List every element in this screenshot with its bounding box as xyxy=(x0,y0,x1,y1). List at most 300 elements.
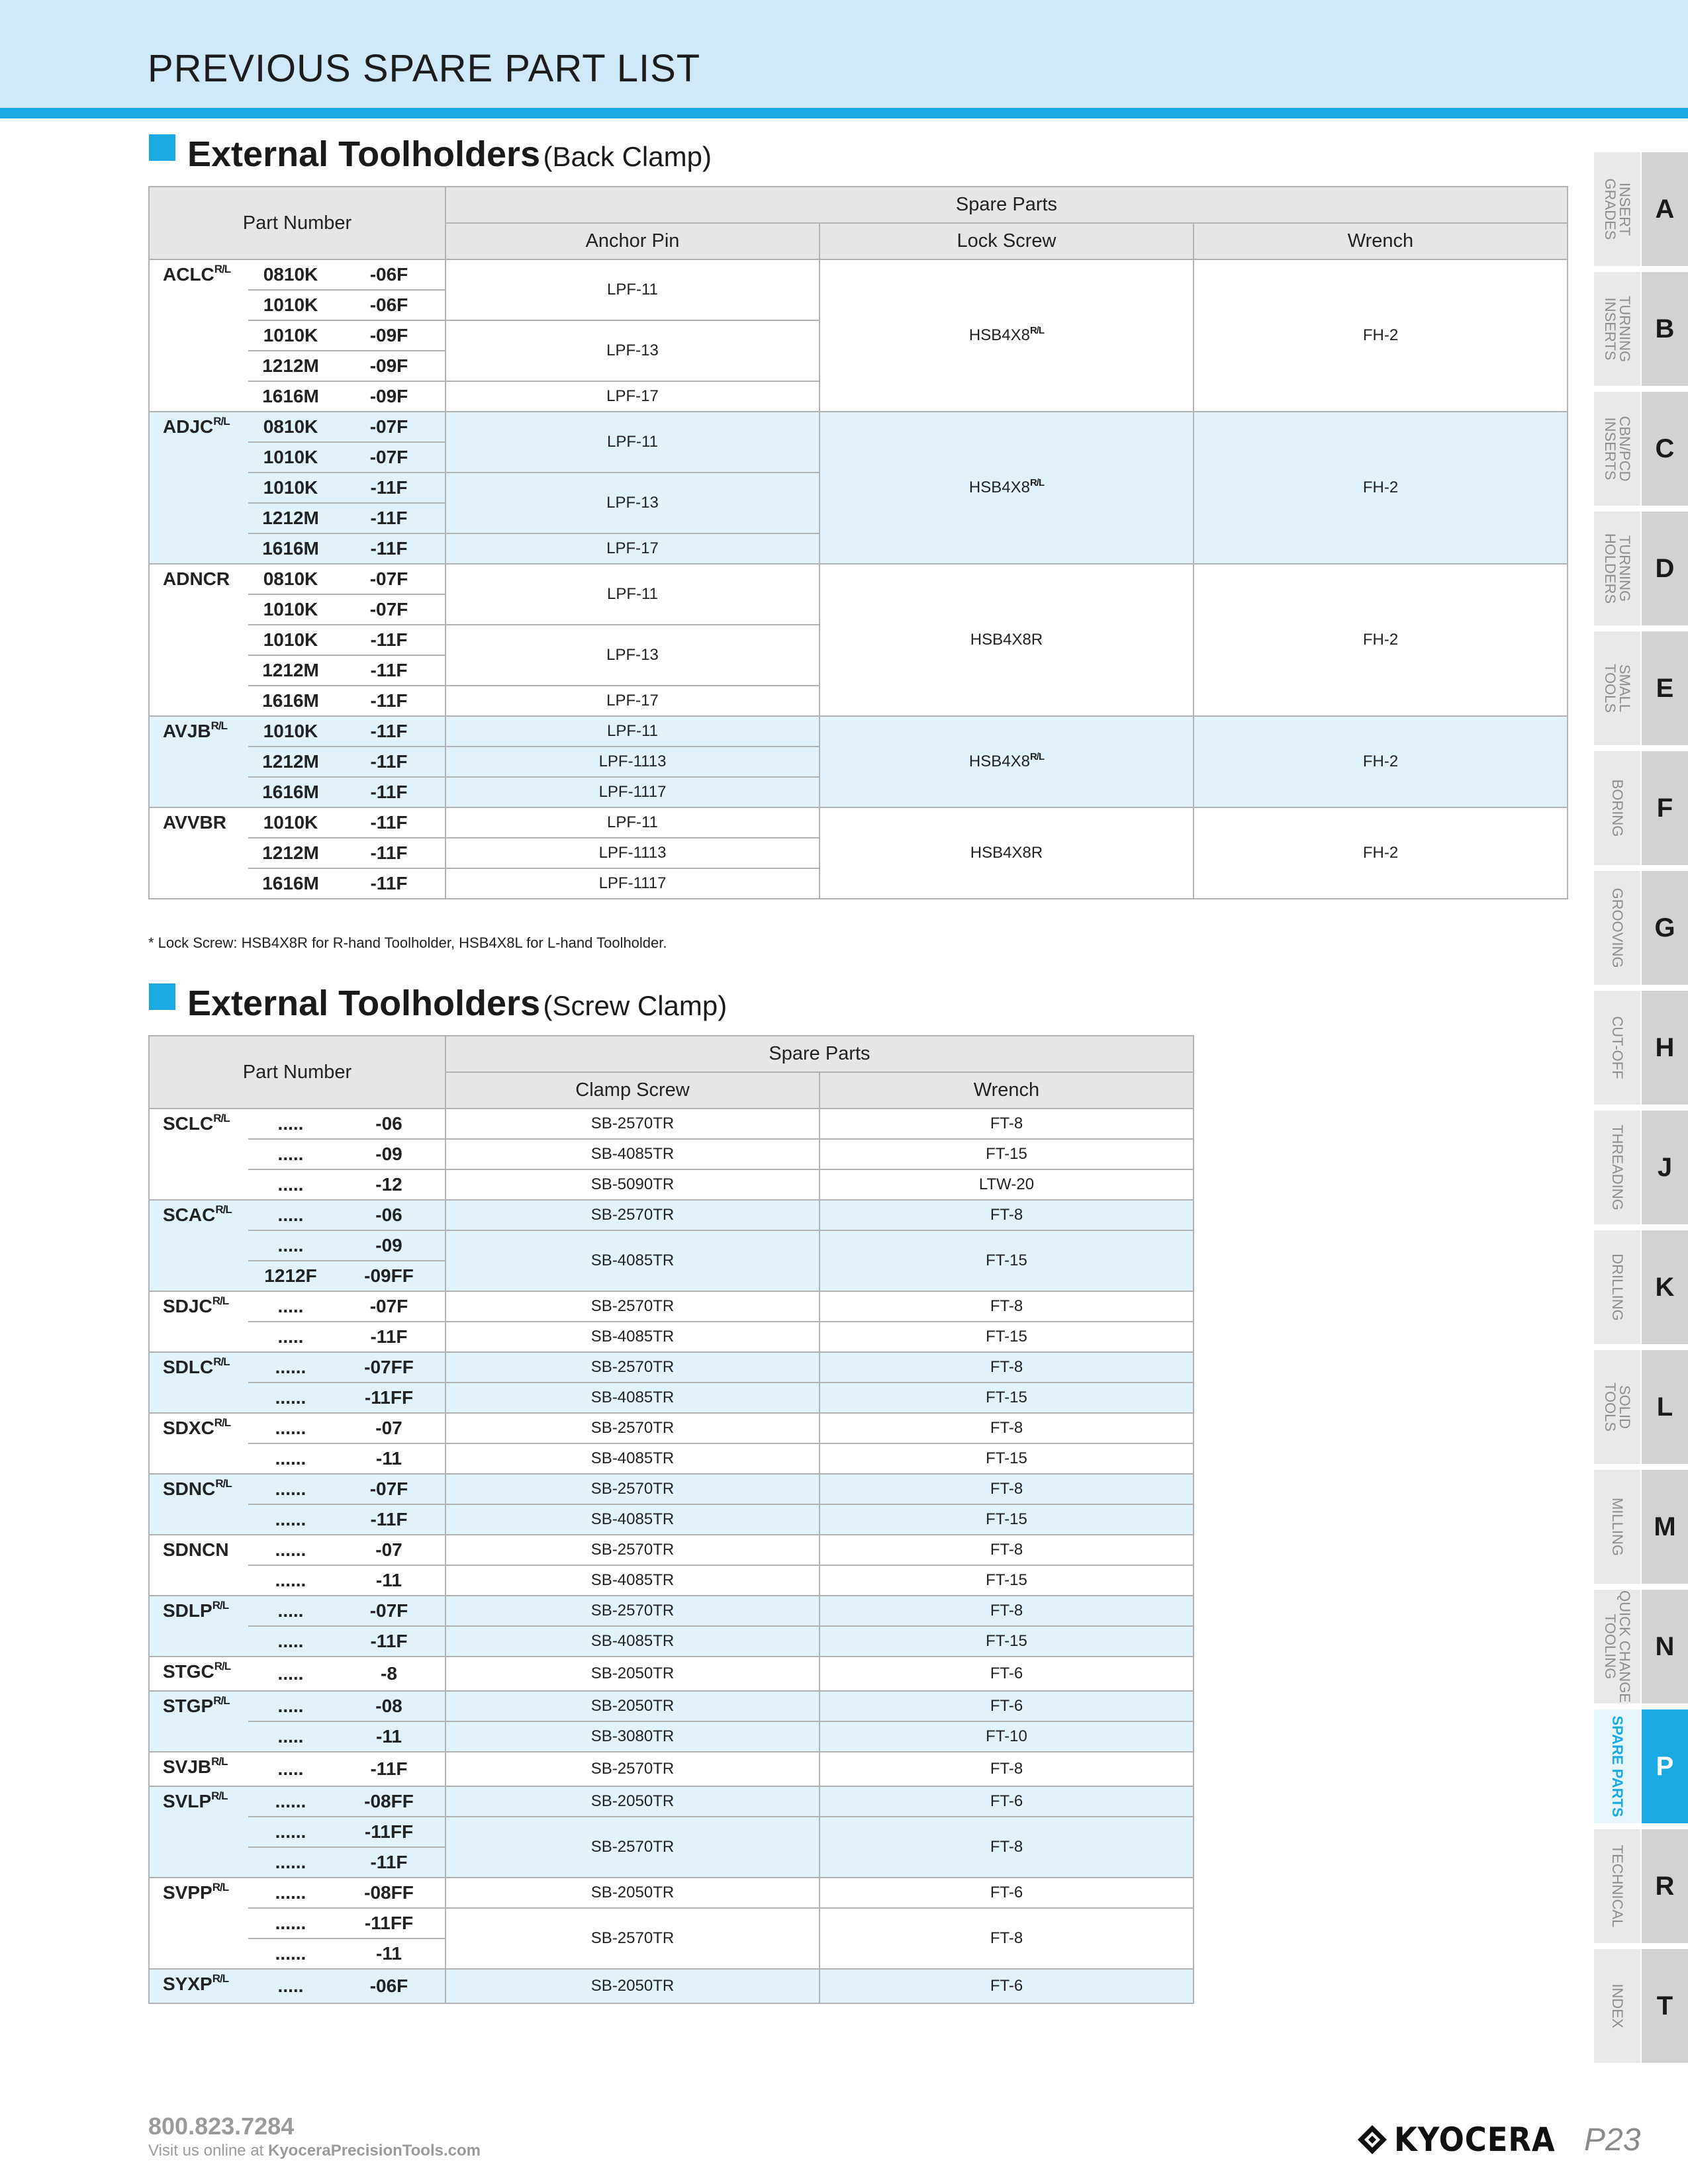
tab-letter: T xyxy=(1642,1949,1688,2063)
size-code-cell: 1010K xyxy=(248,594,333,625)
tab-label: TECHNICAL xyxy=(1609,1844,1626,1928)
hand-marker: R/L xyxy=(212,1295,229,1307)
tab-label-area xyxy=(1594,1470,1640,1584)
section-title-main: External Toolholders xyxy=(187,134,541,174)
wrench-cell: FH-2 xyxy=(1194,716,1568,807)
tab-quick-change-tooling[interactable] xyxy=(1594,1590,1688,1704)
hand-marker: R/L xyxy=(213,415,230,428)
size-code-cell: 0810K xyxy=(248,564,333,594)
suffix-code-cell: -06 xyxy=(333,1200,445,1230)
table-row xyxy=(149,1721,1194,1752)
table-row xyxy=(149,1322,1194,1352)
hand-marker: R/L xyxy=(212,1881,229,1893)
part-series-name: SVPP xyxy=(163,1882,212,1903)
anchor-pin-cell: LPF-11 xyxy=(445,564,820,625)
screw-clamp-table xyxy=(148,1035,1194,2004)
tab-label-area xyxy=(1594,871,1640,985)
tab-label: CUT-OFF xyxy=(1609,1016,1626,1079)
hand-marker: R/L xyxy=(214,1660,231,1672)
spare-parts-header: Spare Parts xyxy=(445,187,1568,223)
size-code-cell: ..... xyxy=(248,1596,333,1626)
size-code-cell: ..... xyxy=(248,1200,333,1230)
table-row xyxy=(149,1691,1194,1721)
section-title-main: External Toolholders xyxy=(187,983,541,1023)
wrench-header: Wrench xyxy=(1194,223,1568,259)
clamp-screw-cell: SB-2570TR xyxy=(445,1908,820,1969)
part-number-cell xyxy=(149,259,248,412)
tab-letter: M xyxy=(1642,1470,1688,1584)
size-code-cell: ..... xyxy=(248,1691,333,1721)
tab-cut-off[interactable] xyxy=(1594,991,1688,1105)
lock-screw-cell xyxy=(820,259,1194,412)
back-clamp-table xyxy=(148,186,1568,899)
tab-spare-parts[interactable] xyxy=(1594,1709,1688,1823)
size-code-cell: 1616M xyxy=(248,868,333,899)
tab-letter: H xyxy=(1642,991,1688,1105)
wrench-cell: FT-6 xyxy=(820,1657,1194,1691)
size-code-cell: ...... xyxy=(248,1504,333,1535)
wrench-cell: FT-15 xyxy=(820,1626,1194,1657)
size-code-cell: 1010K xyxy=(248,473,333,503)
section-title-back-clamp xyxy=(149,134,712,175)
tab-small-tools[interactable] xyxy=(1594,631,1688,745)
anchor-pin-cell: LPF-11 xyxy=(445,412,820,473)
hand-marker: R/L xyxy=(1029,751,1045,762)
clamp-screw-cell: SB-2050TR xyxy=(445,1786,820,1817)
wrench-cell: FT-15 xyxy=(820,1504,1194,1535)
suffix-code-cell: -11F xyxy=(333,655,445,686)
wrench-cell: FT-6 xyxy=(820,1878,1194,1908)
wrench-cell: FH-2 xyxy=(1194,412,1568,564)
size-code-cell: ..... xyxy=(248,1752,333,1786)
tab-boring[interactable] xyxy=(1594,751,1688,865)
size-code-cell: ..... xyxy=(248,1291,333,1322)
spare-parts-header: Spare Parts xyxy=(445,1036,1194,1072)
suffix-code-cell: -07F xyxy=(333,564,445,594)
clamp-screw-header: Clamp Screw xyxy=(445,1072,820,1109)
size-code-cell: 1010K xyxy=(248,716,333,747)
suffix-code-cell: -8 xyxy=(333,1657,445,1691)
table-row xyxy=(149,1413,1194,1443)
part-number-cell xyxy=(149,807,248,899)
tab-label-area xyxy=(1594,272,1640,386)
part-number-cell xyxy=(149,1657,248,1691)
size-code-cell: ..... xyxy=(248,1626,333,1657)
part-series-name: ADNCR xyxy=(163,569,230,589)
section-square-icon xyxy=(149,983,175,1010)
page-number: P23 xyxy=(1584,2122,1641,2158)
suffix-code-cell: -11F xyxy=(333,1504,445,1535)
size-code-cell: ..... xyxy=(248,1969,333,2003)
tab-letter: N xyxy=(1642,1590,1688,1704)
page-title: PREVIOUS SPARE PART LIST xyxy=(148,47,701,90)
suffix-code-cell: -11FF xyxy=(333,1908,445,1938)
table-row xyxy=(149,1474,1194,1504)
size-code-cell: ..... xyxy=(248,1230,333,1261)
part-series-name: AVVBR xyxy=(163,812,226,833)
suffix-code-cell: -09FF xyxy=(333,1261,445,1291)
table-row xyxy=(149,1291,1194,1322)
tab-letter: J xyxy=(1642,1111,1688,1224)
part-number-cell xyxy=(149,412,248,564)
table-row xyxy=(149,1626,1194,1657)
clamp-screw-cell: SB-2570TR xyxy=(445,1291,820,1322)
footer-website xyxy=(148,2142,481,2160)
suffix-code-cell: -06F xyxy=(333,259,445,290)
suffix-code-cell: -11F xyxy=(333,625,445,655)
suffix-code-cell: -06 xyxy=(333,1109,445,1139)
part-series-name: STGC xyxy=(163,1661,214,1682)
table-row xyxy=(149,1657,1194,1691)
tab-label-area xyxy=(1594,1949,1640,2063)
wrench-cell: FT-8 xyxy=(820,1908,1194,1969)
tab-letter: L xyxy=(1642,1350,1688,1464)
table-row xyxy=(149,564,1568,594)
hand-marker: R/L xyxy=(213,1112,230,1124)
tab-insert-grades[interactable] xyxy=(1594,152,1688,266)
hand-marker: R/L xyxy=(212,1972,229,1985)
clamp-screw-cell: SB-2570TR xyxy=(445,1817,820,1878)
anchor-pin-cell: LPF-1117 xyxy=(445,777,820,807)
size-code-cell: ...... xyxy=(248,1786,333,1817)
suffix-code-cell: -11F xyxy=(333,716,445,747)
kyocera-logo xyxy=(1357,2120,1573,2159)
suffix-code-cell: -09F xyxy=(333,351,445,381)
clamp-screw-cell: SB-2570TR xyxy=(445,1535,820,1565)
size-code-cell: ..... xyxy=(248,1169,333,1200)
part-series-name: SDNC xyxy=(163,1479,216,1499)
part-series-name: SDLC xyxy=(163,1357,214,1377)
wrench-cell: FT-10 xyxy=(820,1721,1194,1752)
lock-screw-header: Lock Screw xyxy=(820,223,1194,259)
size-code-cell: ...... xyxy=(248,1474,333,1504)
suffix-code-cell: -11F xyxy=(333,777,445,807)
tab-letter: F xyxy=(1642,751,1688,865)
table-row xyxy=(149,1504,1194,1535)
part-number-cell xyxy=(149,1109,248,1200)
suffix-code-cell: -12 xyxy=(333,1169,445,1200)
table-row xyxy=(149,1817,1194,1847)
part-number-cell xyxy=(149,1691,248,1752)
clamp-screw-cell: SB-2050TR xyxy=(445,1691,820,1721)
wrench-cell: FT-6 xyxy=(820,1691,1194,1721)
kyocera-logo-icon xyxy=(1357,2124,1387,2155)
tab-label: TURNING INSERTS xyxy=(1602,295,1633,363)
wrench-cell: FT-8 xyxy=(820,1200,1194,1230)
table-row xyxy=(149,1878,1194,1908)
lock-screw-value: HSB4X8 xyxy=(968,752,1030,770)
suffix-code-cell: -07 xyxy=(333,1535,445,1565)
size-code-cell: ...... xyxy=(248,1352,333,1383)
tab-label-area xyxy=(1594,1829,1640,1943)
table-row xyxy=(149,412,1568,442)
hand-marker: R/L xyxy=(215,1477,232,1490)
suffix-code-cell: -09 xyxy=(333,1230,445,1261)
size-code-cell: 1212M xyxy=(248,351,333,381)
table-row xyxy=(149,1565,1194,1596)
size-code-cell: 1212M xyxy=(248,838,333,868)
clamp-screw-cell: SB-2570TR xyxy=(445,1200,820,1230)
hand-marker: R/L xyxy=(215,1203,232,1216)
wrench-cell: FT-8 xyxy=(820,1291,1194,1322)
footer-website-link[interactable]: KyoceraPrecisionTools.com xyxy=(268,2142,481,2160)
tab-label: SOLID TOOLS xyxy=(1602,1382,1633,1432)
tab-label-area xyxy=(1594,1350,1640,1464)
clamp-screw-cell: SB-4085TR xyxy=(445,1139,820,1169)
suffix-code-cell: -08FF xyxy=(333,1786,445,1817)
wrench-header: Wrench xyxy=(820,1072,1194,1109)
suffix-code-cell: -11FF xyxy=(333,1817,445,1847)
clamp-screw-cell: SB-4085TR xyxy=(445,1230,820,1291)
part-series-name: SVJB xyxy=(163,1756,212,1777)
wrench-cell: FT-15 xyxy=(820,1230,1194,1291)
size-code-cell: 1010K xyxy=(248,442,333,473)
clamp-screw-cell: SB-4085TR xyxy=(445,1504,820,1535)
part-series-name: ACLC xyxy=(163,264,214,285)
wrench-cell: LTW-20 xyxy=(820,1169,1194,1200)
size-code-cell: ...... xyxy=(248,1565,333,1596)
anchor-pin-cell: LPF-17 xyxy=(445,533,820,564)
table-row xyxy=(149,1200,1194,1230)
part-number-cell xyxy=(149,564,248,716)
suffix-code-cell: -11F xyxy=(333,747,445,777)
size-code-cell: 1616M xyxy=(248,533,333,564)
wrench-cell: FT-8 xyxy=(820,1535,1194,1565)
suffix-code-cell: -07FF xyxy=(333,1352,445,1383)
wrench-cell: FT-15 xyxy=(820,1383,1194,1413)
tab-label: DRILLING xyxy=(1609,1253,1626,1321)
tab-milling[interactable] xyxy=(1594,1470,1688,1584)
table-row xyxy=(149,716,1568,747)
size-code-cell: 1616M xyxy=(248,777,333,807)
anchor-pin-cell: LPF-13 xyxy=(445,473,820,533)
size-code-cell: 1616M xyxy=(248,381,333,412)
part-series-name: SCAC xyxy=(163,1205,216,1225)
size-code-cell: ..... xyxy=(248,1109,333,1139)
lock-screw-cell xyxy=(820,412,1194,564)
suffix-code-cell: -09 xyxy=(333,1139,445,1169)
suffix-code-cell: -11F xyxy=(333,1847,445,1878)
tab-threading[interactable] xyxy=(1594,1111,1688,1224)
suffix-code-cell: -11F xyxy=(333,1752,445,1786)
lock-screw-cell xyxy=(820,807,1194,899)
wrench-cell: FT-8 xyxy=(820,1109,1194,1139)
clamp-screw-cell: SB-4085TR xyxy=(445,1626,820,1657)
tab-letter: R xyxy=(1642,1829,1688,1943)
tab-turning-holders[interactable] xyxy=(1594,512,1688,625)
clamp-screw-cell: SB-2570TR xyxy=(445,1413,820,1443)
wrench-cell: FT-8 xyxy=(820,1413,1194,1443)
tab-label: INSERT GRADES xyxy=(1602,178,1633,240)
footer-phone: 800.823.7284 xyxy=(148,2113,295,2140)
section-title-sub: (Screw Clamp) xyxy=(543,990,727,1021)
wrench-cell: FT-15 xyxy=(820,1443,1194,1474)
clamp-screw-cell: SB-4085TR xyxy=(445,1383,820,1413)
suffix-code-cell: -07 xyxy=(333,1413,445,1443)
wrench-cell: FT-6 xyxy=(820,1969,1194,2003)
clamp-screw-cell: SB-4085TR xyxy=(445,1443,820,1474)
table-row xyxy=(149,807,1568,838)
hand-marker: R/L xyxy=(213,1355,230,1368)
clamp-screw-cell: SB-4085TR xyxy=(445,1565,820,1596)
size-code-cell: ...... xyxy=(248,1938,333,1969)
table-row xyxy=(149,1752,1194,1786)
tab-label: BORING xyxy=(1609,779,1626,837)
size-code-cell: ..... xyxy=(248,1657,333,1691)
clamp-screw-cell: SB-3080TR xyxy=(445,1721,820,1752)
tab-letter: D xyxy=(1642,512,1688,625)
part-number-cell xyxy=(149,1786,248,1878)
table-row xyxy=(149,1786,1194,1817)
part-number-cell xyxy=(149,1596,248,1657)
tab-cbn-pcd-inserts[interactable] xyxy=(1594,392,1688,506)
size-code-cell: 1616M xyxy=(248,686,333,716)
section-title-screw-clamp xyxy=(149,983,727,1024)
tab-turning-inserts[interactable] xyxy=(1594,272,1688,386)
clamp-screw-cell: SB-2570TR xyxy=(445,1474,820,1504)
table-row xyxy=(149,1443,1194,1474)
part-series-name: AVJB xyxy=(163,721,211,741)
size-code-cell: 1010K xyxy=(248,807,333,838)
tab-technical[interactable] xyxy=(1594,1829,1688,1943)
suffix-code-cell: -09F xyxy=(333,320,445,351)
part-number-header: Part Number xyxy=(149,1036,445,1109)
hand-marker: R/L xyxy=(211,1755,228,1768)
tab-letter: E xyxy=(1642,631,1688,745)
part-series-name: SDLP xyxy=(163,1600,212,1621)
tab-label-area xyxy=(1594,1590,1640,1704)
tab-letter: K xyxy=(1642,1230,1688,1344)
suffix-code-cell: -09F xyxy=(333,381,445,412)
tab-label-area xyxy=(1594,152,1640,266)
wrench-cell: FH-2 xyxy=(1194,807,1568,899)
suffix-code-cell: -11F xyxy=(333,868,445,899)
table-row xyxy=(149,1352,1194,1383)
tab-label: SMALL TOOLS xyxy=(1602,663,1633,713)
suffix-code-cell: -11FF xyxy=(333,1383,445,1413)
tab-label-area xyxy=(1594,1709,1640,1823)
wrench-cell: FT-15 xyxy=(820,1565,1194,1596)
lock-screw-value: HSB4X8R xyxy=(970,844,1043,862)
tab-grooving[interactable] xyxy=(1594,871,1688,985)
hand-marker: R/L xyxy=(213,1694,230,1707)
kyocera-logo-text: KYOCERA xyxy=(1394,2120,1556,2159)
tab-label-area xyxy=(1594,392,1640,506)
header-accent-line xyxy=(0,108,1688,118)
size-code-cell: 1212F xyxy=(248,1261,333,1291)
tab-label-area xyxy=(1594,512,1640,625)
anchor-pin-cell: LPF-11 xyxy=(445,807,820,838)
tab-label-area xyxy=(1594,631,1640,745)
size-code-cell: 1010K xyxy=(248,320,333,351)
suffix-code-cell: -07F xyxy=(333,1596,445,1626)
clamp-screw-cell: SB-2570TR xyxy=(445,1352,820,1383)
tab-index[interactable] xyxy=(1594,1949,1688,2063)
tab-letter: B xyxy=(1642,272,1688,386)
size-code-cell: 1010K xyxy=(248,625,333,655)
anchor-pin-header: Anchor Pin xyxy=(445,223,820,259)
part-number-cell xyxy=(149,1752,248,1786)
tab-label-area xyxy=(1594,991,1640,1105)
suffix-code-cell: -07F xyxy=(333,594,445,625)
suffix-code-cell: -08 xyxy=(333,1691,445,1721)
size-code-cell: 0810K xyxy=(248,412,333,442)
part-number-cell xyxy=(149,1200,248,1291)
wrench-cell: FT-8 xyxy=(820,1596,1194,1626)
section-title-sub: (Back Clamp) xyxy=(543,141,712,172)
tab-drilling[interactable] xyxy=(1594,1230,1688,1344)
table-row xyxy=(149,1109,1194,1139)
size-code-cell: 1212M xyxy=(248,655,333,686)
suffix-code-cell: -11F xyxy=(333,503,445,533)
table-row xyxy=(149,259,1568,290)
clamp-screw-cell: SB-2570TR xyxy=(445,1596,820,1626)
tab-label: THREADING xyxy=(1609,1124,1626,1210)
hand-marker: R/L xyxy=(1029,477,1045,488)
suffix-code-cell: -08FF xyxy=(333,1878,445,1908)
clamp-screw-cell: SB-4085TR xyxy=(445,1322,820,1352)
part-series-name: SDXC xyxy=(163,1418,214,1438)
size-code-cell: ...... xyxy=(248,1383,333,1413)
size-code-cell: ...... xyxy=(248,1413,333,1443)
clamp-screw-cell: SB-5090TR xyxy=(445,1169,820,1200)
size-code-cell: 1010K xyxy=(248,290,333,320)
tab-letter: P xyxy=(1642,1709,1688,1823)
tab-label-area xyxy=(1594,1230,1640,1344)
suffix-code-cell: -11 xyxy=(333,1721,445,1752)
size-code-cell: 0810K xyxy=(248,259,333,290)
anchor-pin-cell: LPF-17 xyxy=(445,686,820,716)
size-code-cell: 1212M xyxy=(248,747,333,777)
wrench-cell: FH-2 xyxy=(1194,259,1568,412)
tab-label: INDEX xyxy=(1609,1983,1626,2028)
wrench-cell: FH-2 xyxy=(1194,564,1568,716)
clamp-screw-cell: SB-2570TR xyxy=(445,1752,820,1786)
suffix-code-cell: -07F xyxy=(333,1474,445,1504)
suffix-code-cell: -11F xyxy=(333,807,445,838)
suffix-code-cell: -11F xyxy=(333,1626,445,1657)
tab-letter: A xyxy=(1642,152,1688,266)
tab-label: GROOVING xyxy=(1609,887,1626,968)
suffix-code-cell: -11F xyxy=(333,838,445,868)
clamp-screw-cell: SB-2570TR xyxy=(445,1109,820,1139)
size-code-cell: ..... xyxy=(248,1721,333,1752)
tab-solid-tools[interactable] xyxy=(1594,1350,1688,1464)
suffix-code-cell: -07F xyxy=(333,1291,445,1322)
anchor-pin-cell: LPF-17 xyxy=(445,381,820,412)
part-number-cell xyxy=(149,1535,248,1596)
tab-label-area xyxy=(1594,751,1640,865)
wrench-cell: FT-8 xyxy=(820,1474,1194,1504)
lock-screw-value: HSB4X8R xyxy=(970,631,1043,649)
part-series-name: SVLP xyxy=(163,1791,212,1811)
anchor-pin-cell: LPF-1113 xyxy=(445,747,820,777)
part-series-name: SDNCN xyxy=(163,1539,229,1560)
suffix-code-cell: -06F xyxy=(333,290,445,320)
size-code-cell: ...... xyxy=(248,1443,333,1474)
part-number-cell xyxy=(149,1413,248,1474)
section-square-icon xyxy=(149,134,175,161)
tab-letter: C xyxy=(1642,392,1688,506)
hand-marker: R/L xyxy=(211,1790,228,1802)
table-row xyxy=(149,1169,1194,1200)
table-row xyxy=(149,1383,1194,1413)
lock-screw-footnote: * Lock Screw: HSB4X8R for R-hand Toolholder, HSB4X8L for L-hand Toolholder. xyxy=(148,934,667,951)
clamp-screw-cell: SB-2050TR xyxy=(445,1657,820,1691)
wrench-cell: FT-15 xyxy=(820,1322,1194,1352)
suffix-code-cell: -11F xyxy=(333,686,445,716)
suffix-code-cell: -11F xyxy=(333,1322,445,1352)
